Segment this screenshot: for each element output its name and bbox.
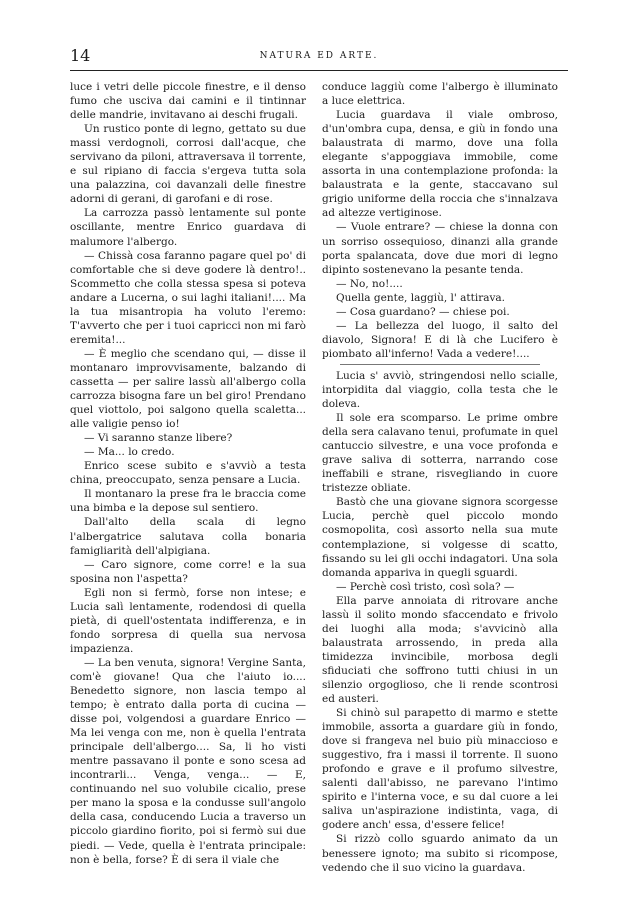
- header-rule: [70, 70, 568, 71]
- paragraph: — No, no!....: [336, 277, 403, 290]
- paragraph: — È meglio che scendano qui, — disse il montanaro improvvisamente, balzando di cassetta — per salire lassù all'albergo colla carrozza bisogna fare un bel giro! Prendano quel viottolo, poi salgono quella scaletta... alle valigie penso io!: [70, 347, 306, 431]
- paragraph: Il sole era scomparso. Le prime ombre della sera calavano tenui, profumate in quel cantuccio silvestre, e una voce profonda e grave saliva di sotterra, narrando cose ineffabili e strane, risvegliando in cuore tristezze obliate.: [322, 412, 558, 495]
- paragraph: luce i vetri delle piccole finestre, e il denso fumo che usciva dai camini e il tintinnar delle mandrie, invitavano ai deschi frugali.: [70, 81, 306, 122]
- section-divider: [340, 364, 540, 365]
- page-header: [70, 46, 568, 68]
- paragraph: Lucia guardava il viale ombroso, d'un'ombra cupa, densa, e giù in fondo una balaustrata di marmo, dove una folla elegante s'appoggiava immobile, come assorta in una contemplazione profonda: la balaustrata e la gente, staccavano sul grigio uniforme della roccia che s'innalzava ad altezze vertiginose.: [322, 109, 558, 220]
- paragraph: Enrico scese subito e s'avviò a testa china, preoccupato, senza pensare a Lucia.: [70, 460, 306, 487]
- paragraph: Egli non si fermò, forse non intese; e Lucia salì lentamente, rodendosi di quella pietà, di quell'ostentata indifferenza, e in fondo sorpresa di quella sua nervosa impazienza.: [70, 586, 306, 655]
- paragraph: — Vuole entrare? — chiese la donna con un sorriso ossequioso, dinanzi alla grande porta spalancata, dove due mori di legno dipinto sostenevano la pesante tenda.: [322, 221, 558, 276]
- paragraph: — Ma... lo credo.: [84, 446, 175, 459]
- left-column: [70, 80, 306, 867]
- paragraph: Ella parve annoiata di ritrovare anche lassù il solito mondo sfaccendato e frivolo dei luoghi alla moda; s'avvicinò alla balaustrata arrossendo, in preda alla timidezza invincibile, morbosa degli sfiduciati che soffrono tutti chiusi in un silenzio orgoglioso, che li rende scontrosi ed austeri.: [322, 594, 558, 706]
- paragraph: — Vi saranno stanze libere?: [84, 432, 233, 445]
- paragraph: — Perchè così tristo, così sola? —: [336, 580, 515, 593]
- paragraph: — Chissà cosa faranno pagare quel po' di comfortable che si deve godere là dentro!.. Scommetto che colla stessa spesa si poteva andare a Lucerna, o sui laghi italiani!.... Ma la tua misantropia ha voluto l'eremo: T'avverto che per i tuoi capricci non mi farò eremita!...: [70, 249, 306, 346]
- paragraph: La carrozza passò lentamente sul ponte oscillante, mentre Enrico guardava di malumore l'albergo.: [70, 207, 306, 248]
- paragraph: Si rizzò collo sguardo animato da un benessere ignoto; ma subito si ricompose, vedendo che il suo vicino la guardava.: [322, 833, 558, 874]
- paragraph: conduce laggiù come l'albergo è illuminato a luce elettrica.: [322, 81, 558, 108]
- paragraph: Un rustico ponte di legno, gettato su due massi verdognoli, corrosi dall'acque, che servivano da piloni, attraversava il torrente, e sul ripiano di faccia s'ergeva tutta sola una palazzina, coi davanzali delle finestre adorni di gerani, di garofani e di rose.: [70, 123, 306, 206]
- right-column: [322, 80, 558, 875]
- running-title: NATURA ED ARTE.: [259, 51, 379, 61]
- paragraph: Bastò che una giovane signora scorgesse Lucia, perchè quel piccolo mondo cosmopolita, così assorto nella sua mute contemplazione, si volgesse di scatto, fissando su lei gli occhi indagatori. Una sola domanda appariva in quegli sguardi.: [322, 496, 558, 579]
- paragraph: — Caro signore, come corre! e la sua sposina non l'aspetta?: [70, 558, 306, 585]
- paragraph: Quella gente, laggiù, l' attirava.: [336, 291, 506, 304]
- paragraph: Lucia s' avviò, stringendosi nello scialle, intorpidita dal viaggio, colla testa che le doleva.: [322, 369, 558, 411]
- paragraph: Si chinò sul parapetto di marmo e stette immobile, assorta a guardare giù in fondo, dove si frangeva nel buio più minaccioso e suggestivo, fra i massi il torrente. Il suono profondo e grave e il profumo silvestre, salenti dall'abisso, ne parevano l'intimo spirito e l'interna voce, e su dal cuore a lei saliva un'aspirazione indistinta, vaga, di godere anch' essa, d'essere felice!: [322, 707, 558, 832]
- paragraph: — La ben venuta, signora! Vergine Santa, com'è giovane! Qua che l'aiuto io.... Benedetto signore, non lascia tempo al tempo; è entrato dalla porta di cucina — disse poi, volgendosi a guardare Enrico — Ma lei venga con me, non è quella l'entrata principale dell'albergo.... Sa, li ho visti mentre passavano il ponte e sono scesa ad incontrarli... Venga, venga... — E, continuando nel suo volubile cicalio, prese per mano la sposa e la condusse sull'angolo della casa, conducendo Lucia a traverso un piccolo giardino fiorito, poi si fermò sui due piedi. — Vede, quella è l'entrata principale: non è bella, forse? È di sera il viale che: [70, 656, 306, 866]
- paragraph: — Cosa guardano? — chiese poi.: [336, 305, 510, 318]
- paragraph: Dall'alto della scala di legno l'albergatrice salutava colla bonaria famigliarità dell'alpigiana.: [70, 516, 306, 557]
- paragraph: Il montanaro la prese fra le braccia come una bimba e la depose sul sentiero.: [70, 488, 306, 515]
- page-number: 14: [70, 46, 91, 65]
- paragraph: — La bellezza del luogo, il salto del diavolo, Signora! E di là che Lucifero è piombato all'inferno! Vada a vedere!....: [322, 319, 558, 360]
